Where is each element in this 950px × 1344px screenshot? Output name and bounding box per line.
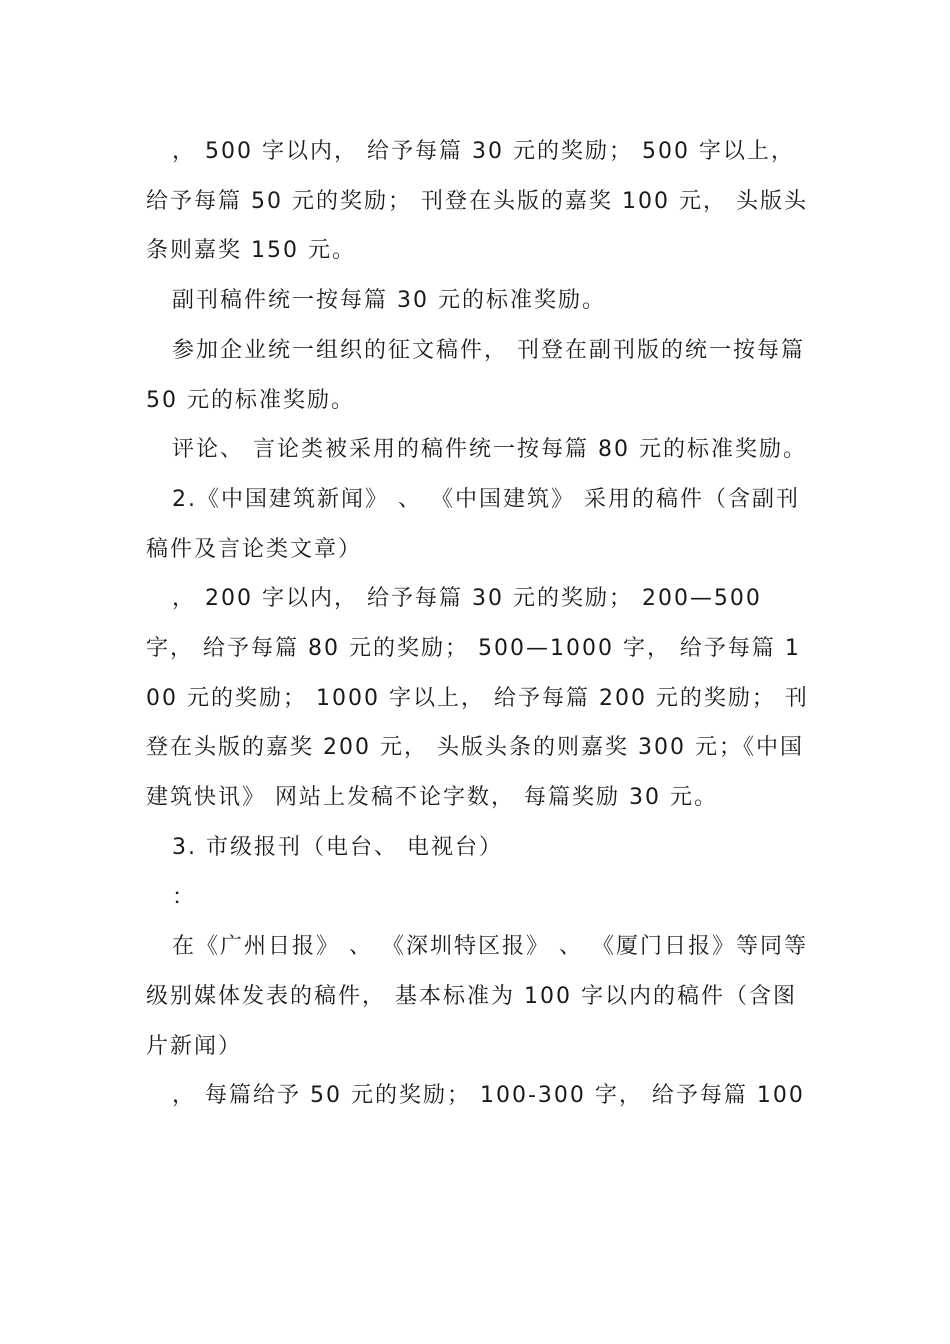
paragraph: ： <box>172 884 197 910</box>
paragraph: 2.《中国建筑新闻》 、 《中国建筑》 采用的稿件（含副刊稿件及言论类文章） <box>146 486 800 562</box>
paragraph: ， 200 字以内， 给予每篇 30 元的奖励； 200—500 字， 给予每篇 80 元的奖励； 500—1000 字， 给予每篇 100 元的奖励； 1000 字以上， 给予每篇 200 元的奖励； 刊登在头版的嘉奖 200 元， 头版头条的则嘉奖 300 元；《中国建筑快讯》 网站上发稿不论字数， 每篇奖励 30 元。 <box>146 586 809 811</box>
paragraph: ， 500 字以内， 给予每篇 30 元的奖励； 500 字以上， 给予每篇 50 元的奖励； 刊登在头版的嘉奖 100 元， 头版头条则嘉奖 150 元。 <box>146 139 808 264</box>
paragraph: 在《广州日报》 、 《深圳特区报》 、 《厦门日报》等同等级别媒体发表的稿件， 基本标准为 100 字以内的稿件（含图片新闻） <box>146 934 808 1059</box>
document-body <box>146 127 810 1121</box>
paragraph: 3. 市级报刊（电台、 电视台） <box>172 834 503 860</box>
paragraph: 参加企业统一组织的征文稿件， 刊登在副刊版的统一按每篇 50 元的标准奖励。 <box>146 337 805 413</box>
paragraph: ， 每篇给予 50 元的奖励； 100-300 字， 给予每篇 100 <box>172 1083 805 1109</box>
paragraph: 评论、 言论类被采用的稿件统一按每篇 80 元的标准奖励。 <box>172 437 807 463</box>
paragraph: 副刊稿件统一按每篇 30 元的标准奖励。 <box>172 288 606 314</box>
